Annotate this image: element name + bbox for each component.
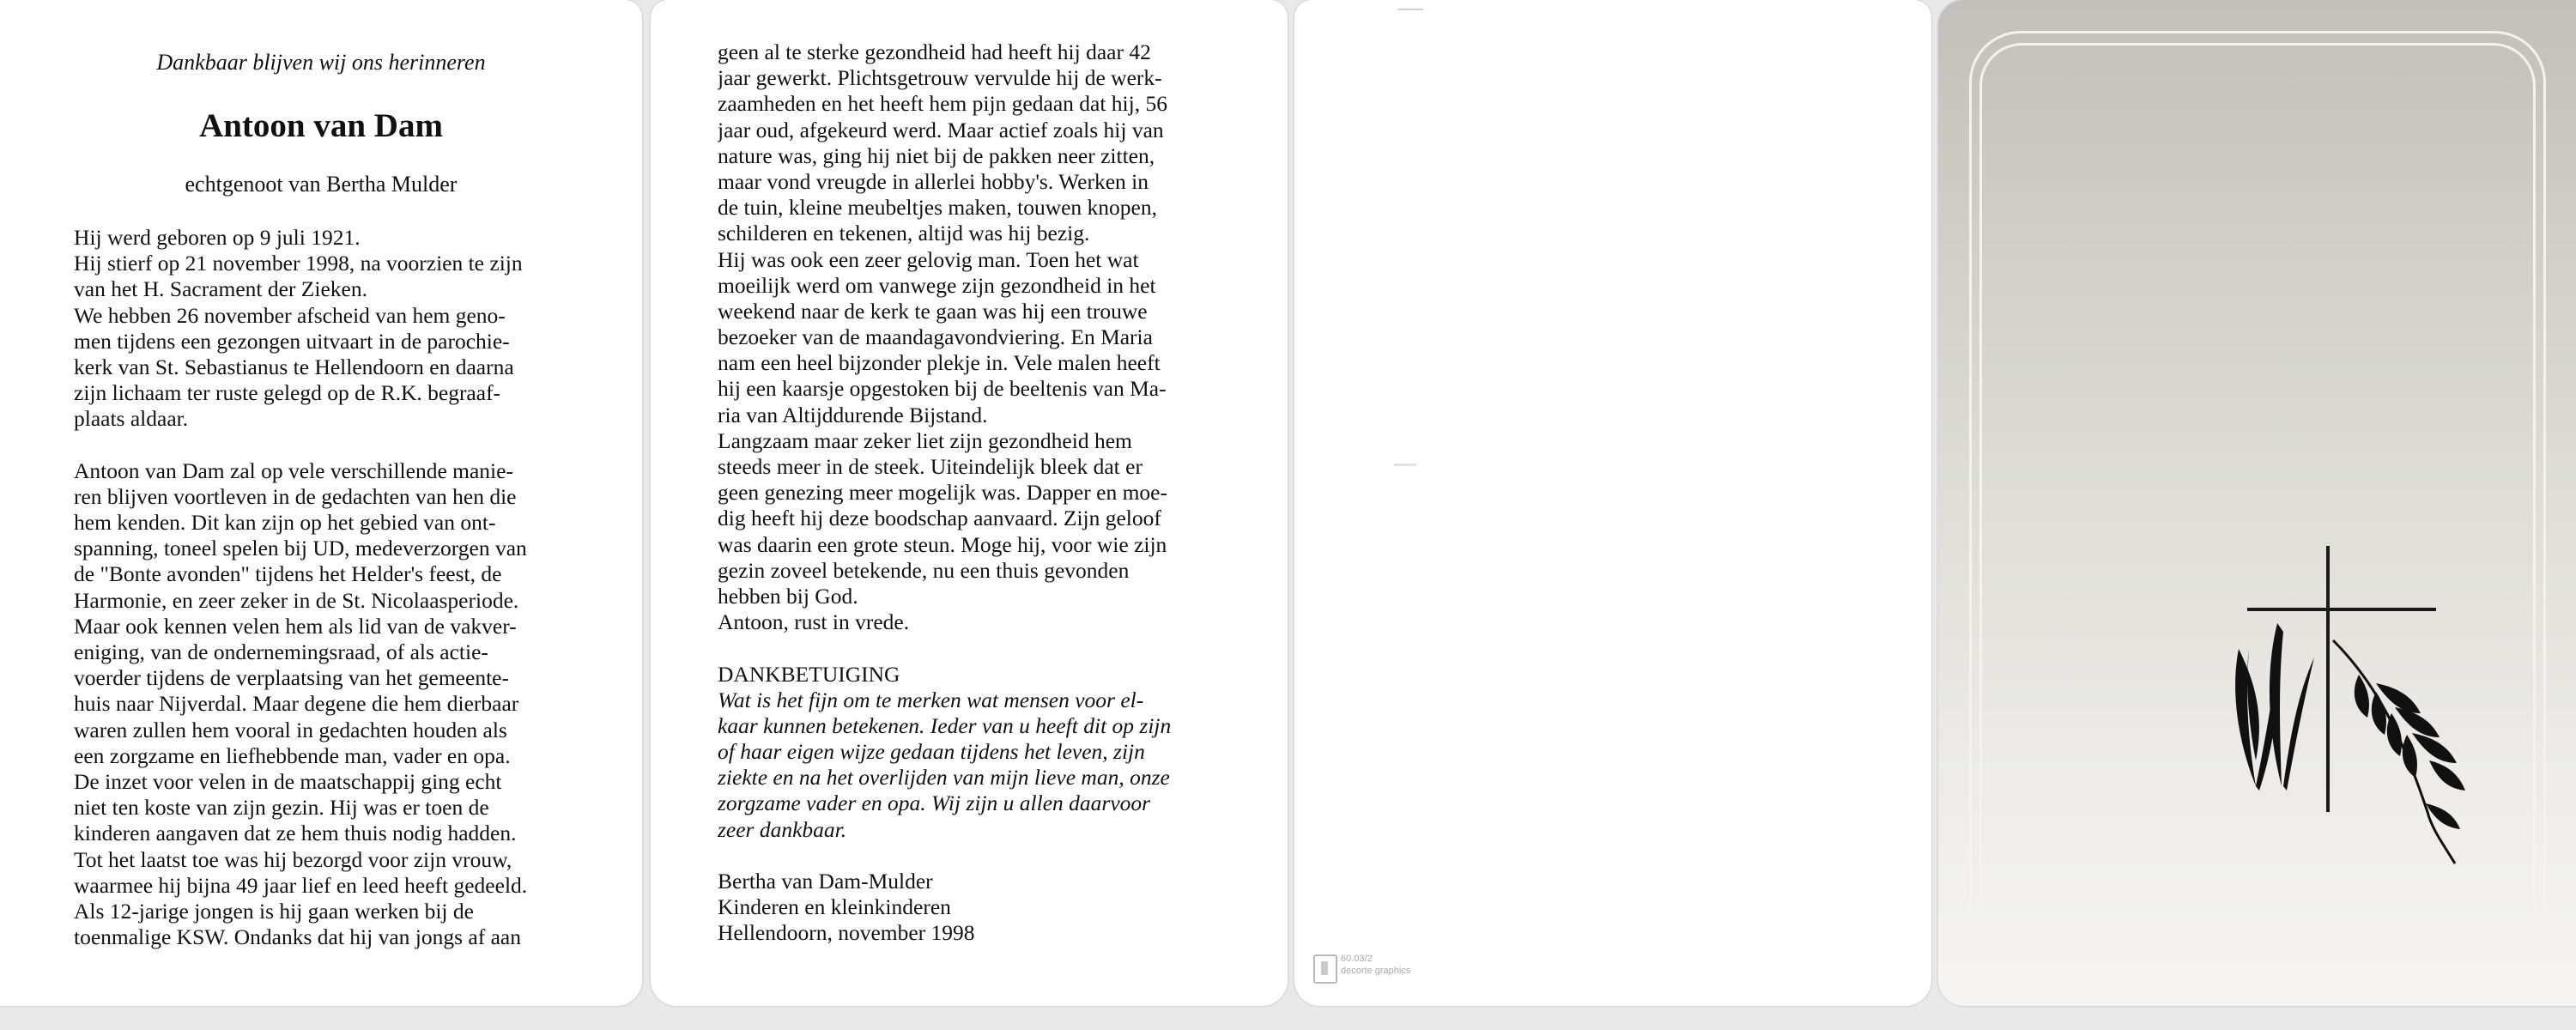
text-line: Antoon, rust in vrede. <box>718 609 910 635</box>
text-line: zaamheden en het heeft hem pijn gedaan dat hij, 56 <box>718 91 1167 117</box>
text-line: Harmonie, en zeer zeker in de St. Nicolaasperiode. <box>74 587 519 613</box>
text-line: niet ten koste van zijn gezin. Hij was er toen de <box>74 795 489 821</box>
paragraph-gap <box>74 433 585 458</box>
printer-code: 60.03/2 <box>1341 954 1373 964</box>
text-line: kerk van St. Sebastianus te Hellendoorn en daarna <box>74 354 514 379</box>
text-line: Als 12-jarige jongen is hij gaan werken bij de <box>74 898 474 924</box>
text-line: nature was, ging hij niet bij de pakken neer zitten, <box>718 142 1155 168</box>
text-line: waren zullen hem vooral in gedachten houden als <box>74 717 507 742</box>
text-line: Hellendoorn, november 1998 <box>718 920 975 946</box>
wheat-grain-icon <box>2412 733 2457 763</box>
text-line: hem kenden. Dit kan zijn op het gebied van ont- <box>74 510 496 536</box>
thanks-text <box>718 688 1228 843</box>
card-page-3-blank <box>1294 0 1931 1006</box>
text-line: Kinderen en kleinkinderen <box>718 894 951 920</box>
text-line: spanning, toneel spelen bij UD, medeverzorgen van <box>74 536 527 561</box>
text-line: Wat is het fijn om te merken wat mensen voor el- <box>718 687 1144 712</box>
cross-wheat-icon <box>2230 546 2488 906</box>
reed-leaf-icon <box>2283 657 2314 791</box>
text-line: Maar ook kennen velen hem als lid van de vakver- <box>74 613 517 639</box>
text-line: zeer dankbaar. <box>718 816 847 842</box>
text-line: We hebben 26 november afscheid van hem geno- <box>74 302 506 328</box>
text-line: eniging, van de ondernemingsraad, of als actie- <box>74 639 488 664</box>
text-line: jaar oud, afgekeurd werd. Maar actief zoals hij van <box>718 117 1164 142</box>
text-line: zijn lichaam ter ruste gelegd op de R.K. begraaf- <box>74 380 501 406</box>
paper-mark <box>1394 464 1416 466</box>
biography-lines <box>718 39 1228 635</box>
text-line: huis naar Nijverdal. Maar degene die hem dierbaar <box>74 691 519 717</box>
signature-block <box>718 869 1228 947</box>
text-line: Langzaam maar zeker liet zijn gezondheid hem <box>718 427 1132 453</box>
text-line: steeds meer in de steek. Uiteindelijk bleek dat er <box>718 454 1143 479</box>
text-line: hebben bij God. <box>718 583 858 609</box>
biography-text-part-2 <box>718 39 1228 947</box>
cross-vertical-beam <box>2326 546 2330 812</box>
spouse-line: echtgenoot van Bertha Mulder <box>185 172 458 197</box>
text-line: Bertha van Dam-Mulder <box>718 869 933 894</box>
text-line: of haar eigen wijze gedaan tijdens het leven, zijn <box>718 739 1145 765</box>
cross-horizontal-beam <box>2247 608 2436 611</box>
text-line: waarmee hij bijna 49 jaar lief en leed heeft gedeeld. <box>74 872 528 898</box>
wheat-grain-icon <box>2403 735 2417 778</box>
text-line: dig heeft hij deze boodschap aanvaard. Zijn geloof <box>718 506 1161 531</box>
printer-imprint <box>1341 953 1410 977</box>
text-line: ziekte en na het overlijden van mijn lieve man, onze <box>718 765 1170 791</box>
wheat-grain-icon <box>2387 713 2402 756</box>
card-page-2 <box>651 0 1288 1006</box>
text-line: kinderen aangaven dat ze hem thuis nodig hadden. <box>74 821 517 846</box>
text-line: geen genezing meer mogelijk was. Dapper en moe- <box>718 480 1167 506</box>
text-line: ria van Altijddurende Bijstand. <box>718 402 988 427</box>
text-line: schilderen en tekenen, altijd was hij bezig. <box>718 221 1090 246</box>
text-line: jaar gewerkt. Plichtsgetrouw vervulde hij de werk- <box>718 65 1162 91</box>
text-line: ren blijven voortleven in de gedachten van hen die <box>74 483 517 509</box>
text-line: plaats aldaar. <box>74 406 189 432</box>
text-line: kaar kunnen betekenen. Ieder van u heeft dit op zijn <box>718 712 1172 738</box>
card-front-cover <box>1938 0 2576 1006</box>
text-line: moeilijk werd om vanwege zijn gezondheid in het <box>718 272 1156 298</box>
text-line: een zorgzame en liefhebbende man, vader en opa. <box>74 742 511 768</box>
text-line: Antoon van Dam zal op vele verschillende manie- <box>74 457 513 483</box>
text-line: Tot het laatst toe was hij bezorgd voor zijn vrouw, <box>74 846 512 872</box>
text-line: maar vond vreugde in allerlei hobby's. Werken in <box>718 168 1149 194</box>
printer-name: decorte graphics <box>1341 966 1411 976</box>
text-line: De inzet voor velen in de maatschappij ging echt <box>74 768 502 794</box>
wheat-grain-icon <box>2429 760 2465 791</box>
text-line: was daarin een grote steun. Moge hij, voor wie zijn <box>718 531 1167 557</box>
biography-text-part-1 <box>74 225 585 950</box>
deceased-name: Antoon van Dam <box>199 107 443 144</box>
text-line: gezin zoveel betekende, nu een thuis gevonden <box>718 557 1130 583</box>
text-line: zorgzame vader en opa. Wij zijn u allen daarvoor <box>718 791 1151 816</box>
text-line: voerder tijdens de verplaatsing van het gemeente- <box>74 665 509 691</box>
paper-mark <box>1397 9 1423 10</box>
text-line: toenmalige KSW. Ondanks dat hij van jongs af aan <box>74 924 521 950</box>
thanks-heading: DANKBETUIGING <box>718 661 900 687</box>
text-line: hij een kaarsje opgestoken bij de beeltenis van Ma- <box>718 376 1167 402</box>
printer-logo-icon <box>1313 954 1337 984</box>
card-page-1 <box>0 0 642 1006</box>
reed-leaf-icon <box>2235 649 2259 786</box>
text-line: men tijdens een gezongen uitvaart in de parochie- <box>74 328 510 354</box>
text-line: Hij stierf op 21 november 1998, na voorzien te zijn <box>74 251 523 276</box>
text-line: van het H. Sacrament der Zieken. <box>74 276 367 302</box>
text-line: de "Bonte avonden" tijdens het Helder's feest, de <box>74 561 502 587</box>
text-line: Hij was ook een zeer gelovig man. Toen het wat <box>718 246 1139 272</box>
text-line: Hij werd geboren op 9 juli 1921. <box>74 225 361 250</box>
text-line: bezoeker van de maandagavondviering. En Maria <box>718 324 1153 350</box>
text-line: weekend naar de kerk te gaan was hij een trouwe <box>718 298 1148 324</box>
wheat-grain-icon <box>2372 692 2386 735</box>
card-tagline: Dankbaar blijven wij ons herinneren <box>156 50 486 75</box>
text-line: de tuin, kleine meubeltjes maken, touwen knopen, <box>718 195 1157 221</box>
text-line: geen al te sterke gezondheid had heeft hij daar 42 <box>718 39 1151 64</box>
wheat-grain-icon <box>2426 803 2460 829</box>
text-line: nam een heel bijzonder plekje in. Vele malen heeft <box>718 350 1161 376</box>
